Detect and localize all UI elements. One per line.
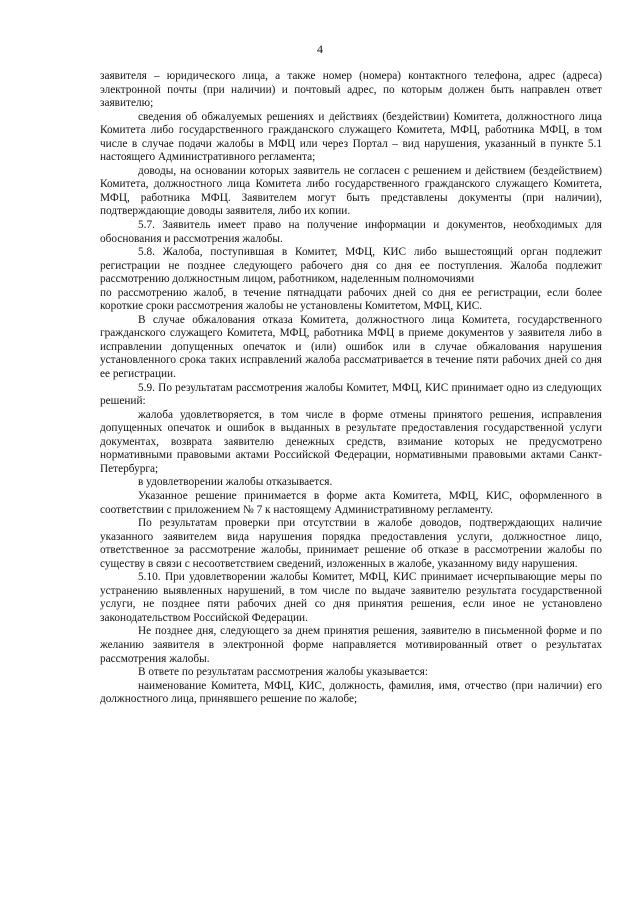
paragraph: наименование Комитета, МФЦ, КИС, должность, фамилия, имя, отчество (при наличии) его должностного лица, принявшего решение по жалобе; [100, 679, 602, 706]
page-number: 4 [317, 42, 323, 56]
paragraph: доводы, на основании которых заявитель не согласен с решением и действием (бездействием) Комитета, должностного лица Комитета либо государственного гражданского служащего Комитета, МФЦ, работника МФЦ. Заявителем могут быть представлены документы (при наличии), подтверждающие доводы заявителя, либо их копии. [100, 164, 602, 218]
paragraph: По результатам проверки при отсутствии в жалобе доводов, подтверждающих наличие указанного заявителем вида нарушения порядка предоставления услуги, должностное лицо, ответственное за рассмотрение жалобы, принимает решение об отказе в рассмотрении жалобы по существу в связи с несоответствием сведений, изложенных в жалобе, указанному виду нарушения. [100, 517, 602, 570]
paragraph: по рассмотрению жалоб, в течение пятнадцати рабочих дней со дня ее регистрации, если более короткие сроки рассмотрения жалобы не установлены Комитетом, МФЦ, КИС. [100, 286, 602, 313]
paragraph: 5.8. Жалоба, поступившая в Комитет, МФЦ, КИС либо вышестоящий орган подлежит регистрации не позднее следующего рабочего дня со дня ее поступления. Жалоба подлежит рассмотрению должностным лицом, работником, наделенным полномочиями [100, 246, 602, 286]
paragraph: сведения об обжалуемых решениях и действиях (бездействии) Комитета, должностного лица Комитета либо государственного гражданского служащего Комитета, МФЦ, работника МФЦ, в том числе в случае подачи жалобы в МФЦ или через Портал – вид нарушения, указанный в пункте 5.1 настоящего Административного регламента; [100, 110, 602, 164]
document-body [100, 70, 602, 707]
paragraph: 5.10. При удовлетворении жалобы Комитет, МФЦ, КИС принимает исчерпывающие меры по устранению выявленных нарушений, в том числе по выдаче заявителю результата государственной услуги, не позднее пяти рабочих дней со дня принятия решения, если иное не установлено законодательством Российской Федерации. [100, 571, 602, 624]
paragraph: Указанное решение принимается в форме акта Комитета, МФЦ, КИС, оформленного в соответствии с приложением № 7 к настоящему Административному регламенту. [100, 489, 602, 516]
paragraph: заявителя – юридического лица, а также номер (номера) контактного телефона, адрес (адреса) электронной почты (при наличии) и почтовый адрес, по которым должен быть направлен ответ заявителю; [100, 70, 602, 110]
paragraph: 5.7. Заявитель имеет право на получение информации и документов, необходимых для обоснования и рассмотрения жалобы. [100, 219, 602, 245]
paragraph: В случае обжалования отказа Комитета, должностного лица Комитета, государственного гражданского служащего Комитета, МФЦ, работника МФЦ в приеме документов у заявителя либо в исправлении допущенных опечаток и (или) ошибок или в случае обжалования нарушения установленного срока таких исправлений жалоба рассматривается в течение пяти рабочих дней со дня ее регистрации. [100, 313, 602, 381]
paragraph: 5.9. По результатам рассмотрения жалобы Комитет, МФЦ, КИС принимает одно из следующих решений: [100, 381, 602, 408]
paragraph: Не позднее дня, следующего за днем принятия решения, заявителю в письменной форме и по желанию заявителя в электронной форме направляется мотивированный ответ о результатах рассмотрения жалобы. [100, 625, 602, 665]
paragraph: В ответе по результатам рассмотрения жалобы указывается: [138, 666, 428, 679]
paragraph: в удовлетворении жалобы отказывается. [138, 476, 333, 489]
paragraph: жалоба удовлетворяется, в том числе в форме отмены принятого решения, исправления допущенных опечаток и ошибок в выданных в результате предоставления государственной услуги документах, возврата заявителю денежных средств, взимание которых не предусмотрено нормативными правовыми актами Российской Федерации, нормативными правовыми актами Санкт-Петербурга; [100, 408, 602, 475]
